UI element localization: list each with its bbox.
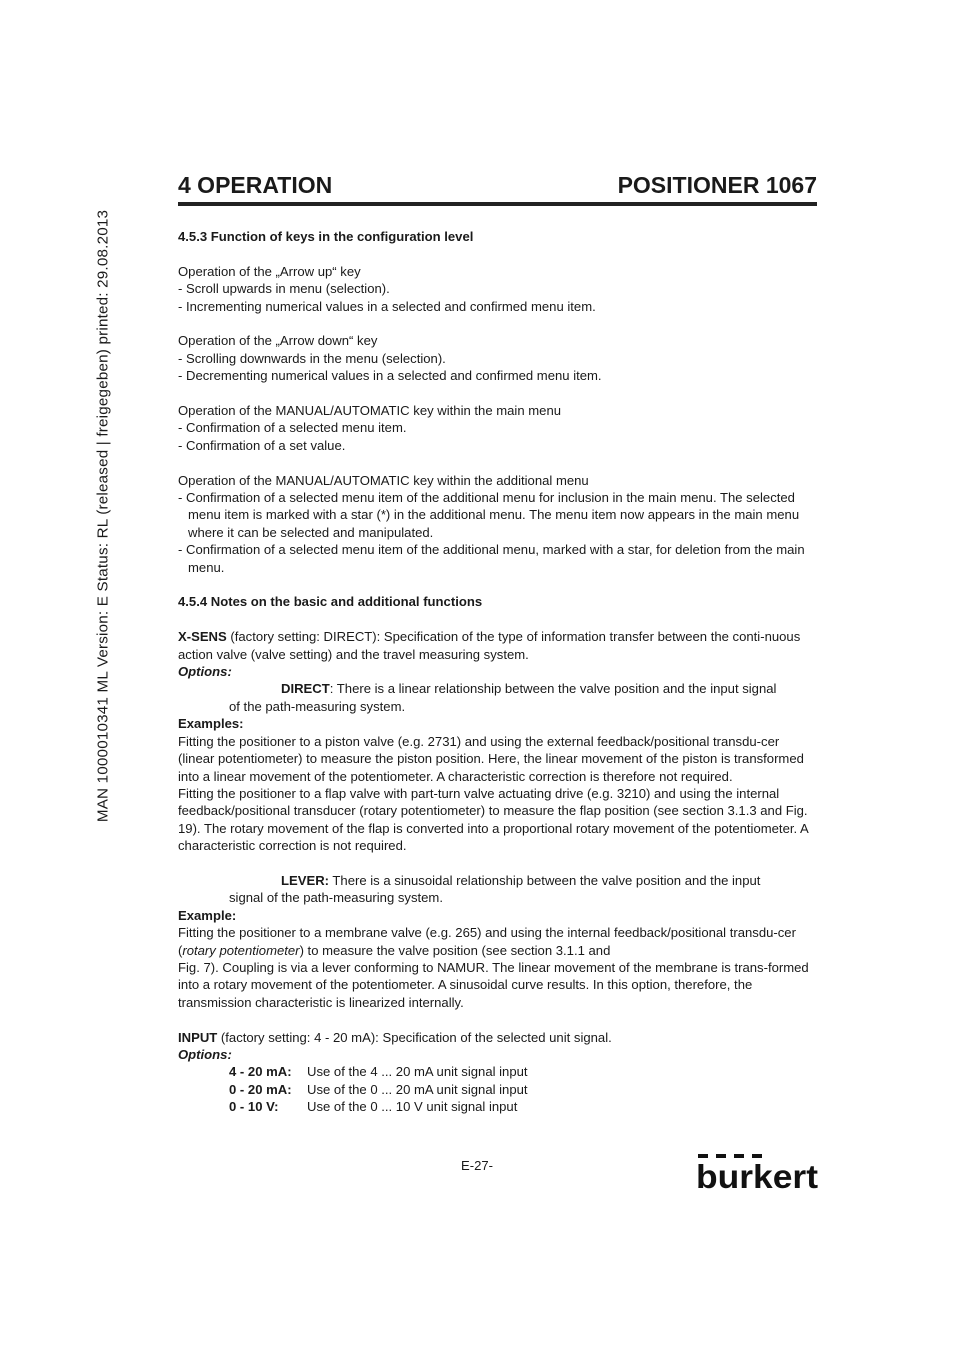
- example-flap-valve: Fitting the positioner to a flap valve with part-turn valve actuating drive (e.g. 3210) and using the internal feedback/positional transducer (rotary potentiometer) to measure the flap position (see section 3.1.3 and Fig. 19). The rotary movement of the flap is converted into a proportional rotary movement of the potentiometer. A characteristic correction is not required.: [178, 785, 809, 854]
- lever-option-cont: signal of the path-measuring system.: [229, 890, 443, 906]
- xsens-options-label: Options:: [178, 664, 232, 680]
- xsens-paragraph: [178, 628, 818, 663]
- chapter-title: 4 OPERATION: [178, 172, 333, 198]
- example-label: Example:: [178, 907, 237, 923]
- list-item: - Scrolling downwards in the menu (selection).: [178, 350, 446, 366]
- arrow-down-lead: Operation of the „Arrow down“ key: [178, 333, 378, 349]
- list-item: - Confirmation of a selected menu item of the additional menu, marked with a star, for deletion from the main menu.: [178, 542, 805, 575]
- input-options-label: Options:: [178, 1046, 232, 1062]
- list-item: - Incrementing numerical values in a selected and confirmed menu item.: [178, 298, 596, 314]
- input-option-0-10v: 0 - 10 V: Use of the 0 ... 10 V unit signal input: [229, 1099, 518, 1115]
- examples-label: Examples:: [178, 716, 244, 732]
- list-item: - Confirmation of a selected menu item of the additional menu for inclusion in the main menu. The selected menu item is marked with a star (*) in the additional menu. The menu item now appears in the main menu where it can be selected and manipulated.: [178, 490, 800, 540]
- list-item: - Confirmation of a selected menu item.: [178, 420, 407, 436]
- input-option-4-20: 4 - 20 mA: Use of the 4 ... 20 mA unit signal input: [229, 1064, 528, 1080]
- section-454-heading: 4.5.4 Notes on the basic and additional functions: [178, 594, 483, 610]
- input-paragraph: INPUT (factory setting: 4 - 20 mA): Specification of the selected unit signal.: [178, 1029, 612, 1045]
- arrow-up-lead: Operation of the „Arrow up“ key: [178, 263, 361, 279]
- section-453-heading: 4.5.3 Function of keys in the configuration level: [178, 229, 474, 244]
- page-header: [178, 172, 817, 206]
- input-term: INPUT: [178, 1029, 218, 1045]
- xsens-term: X-SENS: [178, 629, 227, 645]
- manual-auto-main-lead: Operation of the MANUAL/AUTOMATIC key within the main menu: [178, 403, 562, 419]
- direct-option: DIRECT: There is a linear relationship between the valve position and the input signal: [281, 681, 777, 697]
- product-title: POSITIONER 1067: [617, 172, 817, 198]
- list-item: - Confirmation of a set value.: [178, 437, 346, 453]
- side-print-text: MAN 1000010341 ML Version: E Status: RL (released | freigegeben) printed: 29.08.2013: [94, 209, 112, 823]
- svg-text:burkert: burkert: [696, 1158, 819, 1192]
- page-content: [178, 228, 818, 1116]
- example-membrane-valve: Fitting the positioner to a membrane valve (e.g. 265) and using the internal feedback/positional transdu-cer (rotary potentiometer) to measure the valve position (see section 3.1.1 and: [178, 925, 796, 958]
- side-print-info: [88, 155, 118, 877]
- list-item: - Decrementing numerical values in a selected and confirmed menu item.: [178, 368, 602, 384]
- lever-term: LEVER:: [281, 872, 330, 888]
- example-piston-valve: Fitting the positioner to a piston valve (e.g. 2731) and using the external feedback/positional transdu-cer (linear potentiometer) to measure the piston position. Here, the linear movement of the piston is transformed into a linear movement of the potentiometer. A characteristic correction is therefore not required.: [178, 733, 804, 784]
- lever-option: LEVER: There is a sinusoidal relationship between the valve position and the input: [281, 872, 761, 888]
- input-option-0-20: 0 - 20 mA: Use of the 0 ... 20 mA unit signal input: [229, 1081, 528, 1097]
- burkert-logo: [696, 1152, 820, 1192]
- list-item: - Scroll upwards in menu (selection).: [178, 281, 390, 297]
- xsens-desc: (factory setting: DIRECT): Specification of the type of information transfer between the conti-nuous action valve (valve setting) and the travel measuring system.: [178, 629, 801, 662]
- page-number: E-27-: [460, 1158, 494, 1173]
- example-membrane-valve-cont: Fig. 7). Coupling is via a lever conforming to NAMUR. The linear movement of the membrane is trans-formed into a rotary movement of the potentiometer. A sinusoidal curve results. In this option, therefore, the transmission characteristic is linearized internally.: [178, 959, 809, 1010]
- direct-option-cont: of the path-measuring system.: [229, 698, 406, 714]
- manual-auto-additional-lead: Operation of the MANUAL/AUTOMATIC key within the additional menu: [178, 472, 589, 488]
- direct-term: DIRECT: [281, 681, 330, 697]
